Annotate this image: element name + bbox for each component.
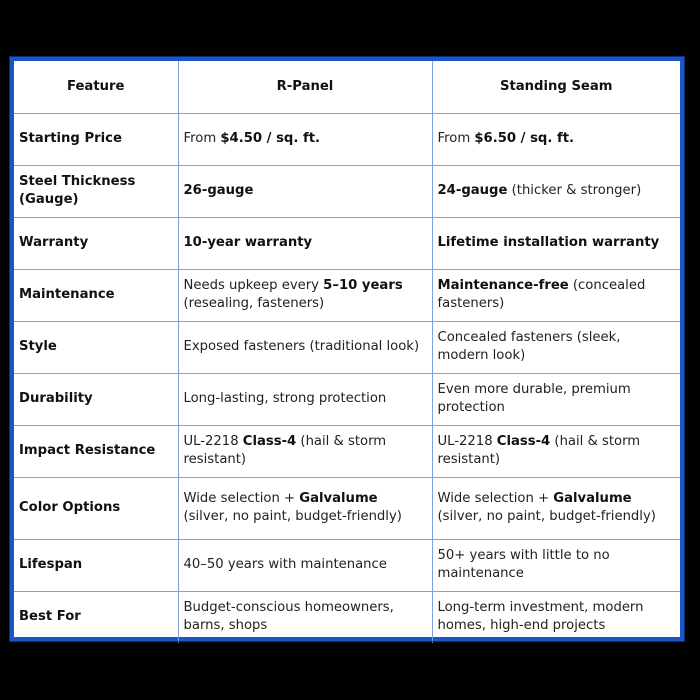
comparison-table: [14, 61, 680, 643]
cell-text: From: [437, 130, 475, 146]
emphasis-text: Maintenance-free: [437, 277, 569, 293]
standing-seam-cell: [432, 165, 680, 217]
table-row: [14, 217, 680, 269]
feature-cell: Warranty: [14, 217, 178, 269]
cell-text: Long-lasting, strong protection: [183, 390, 387, 406]
feature-cell: Color Options: [14, 477, 178, 539]
feature-cell: Steel Thickness (Gauge): [14, 165, 178, 217]
r-panel-cell: [178, 591, 432, 643]
r-panel-cell: [178, 321, 432, 373]
table-row: [14, 165, 680, 217]
table-row: [14, 321, 680, 373]
table-row: [14, 373, 680, 425]
standing-seam-cell: [432, 113, 680, 165]
emphasis-text: Class-4: [496, 433, 551, 449]
cell-text: Concealed fasteners (sleek, modern look): [437, 329, 621, 363]
header-row: [14, 61, 680, 113]
cell-text: Exposed fasteners (traditional look): [183, 338, 420, 354]
table-row: [14, 477, 680, 539]
feature-cell: Starting Price: [14, 113, 178, 165]
r-panel-cell: [178, 477, 432, 539]
r-panel-cell: [178, 217, 432, 269]
comparison-table-frame: [10, 57, 684, 641]
r-panel-cell: [178, 373, 432, 425]
cell-text: 50+ years with little to no maintenance: [437, 547, 610, 581]
cell-text: Wide selection +: [437, 490, 554, 506]
standing-seam-cell: [432, 269, 680, 321]
table-row: [14, 591, 680, 643]
feature-cell: Durability: [14, 373, 178, 425]
emphasis-text: $6.50 / sq. ft.: [474, 130, 575, 146]
emphasis-text: 26-gauge: [183, 182, 254, 198]
cell-text: Long-term investment, modern homes, high-end projects: [437, 599, 644, 634]
cell-text: (resealing, fasteners): [183, 296, 325, 311]
header-r-panel: R-Panel: [178, 61, 432, 113]
cell-text: (silver, no paint, budget-friendly): [437, 509, 656, 524]
feature-cell: Lifespan: [14, 539, 178, 591]
r-panel-cell: [178, 539, 432, 591]
feature-cell: Maintenance: [14, 269, 178, 321]
cell-text: (hail & storm resistant): [437, 433, 641, 467]
cell-text: (concealed fasteners): [437, 277, 646, 311]
header-standing-seam: Standing Seam: [432, 61, 680, 113]
r-panel-cell: [178, 113, 432, 165]
cell-text: (silver, no paint, budget-friendly): [183, 509, 402, 524]
standing-seam-cell: [432, 539, 680, 591]
emphasis-text: Class-4: [242, 433, 297, 449]
table-row: [14, 539, 680, 591]
table-row: [14, 425, 680, 477]
cell-text: Needs upkeep every: [183, 277, 324, 293]
standing-seam-cell: [432, 477, 680, 539]
feature-cell: Style: [14, 321, 178, 373]
cell-text: (hail & storm resistant): [183, 433, 387, 467]
feature-cell: Impact Resistance: [14, 425, 178, 477]
r-panel-cell: [178, 165, 432, 217]
cell-text: From: [183, 130, 221, 146]
emphasis-text: $4.50 / sq. ft.: [220, 130, 321, 146]
header-feature: Feature: [14, 61, 178, 113]
table-row: [14, 113, 680, 165]
feature-cell: Best For: [14, 591, 178, 643]
emphasis-text: Galvalume: [553, 490, 632, 506]
cell-text: 40–50 years with maintenance: [183, 556, 387, 572]
standing-seam-cell: [432, 217, 680, 269]
cell-text: Even more durable, premium protection: [437, 381, 631, 415]
cell-text: UL-2218: [437, 433, 497, 449]
emphasis-text: 5–10 years: [323, 277, 403, 293]
cell-text: UL-2218: [183, 433, 243, 449]
emphasis-text: Lifetime installation warranty: [437, 234, 660, 250]
r-panel-cell: [178, 269, 432, 321]
standing-seam-cell: [432, 591, 680, 643]
emphasis-text: 10-year warranty: [183, 234, 313, 250]
standing-seam-cell: [432, 321, 680, 373]
cell-text: Wide selection +: [183, 490, 300, 506]
table-row: [14, 269, 680, 321]
r-panel-cell: [178, 425, 432, 477]
cell-text: (thicker & stronger): [507, 182, 642, 198]
cell-text: Budget-conscious homeowners, barns, shops: [183, 599, 394, 634]
emphasis-text: 24-gauge: [437, 182, 508, 198]
standing-seam-cell: [432, 425, 680, 477]
standing-seam-cell: [432, 373, 680, 425]
emphasis-text: Galvalume: [299, 490, 378, 506]
